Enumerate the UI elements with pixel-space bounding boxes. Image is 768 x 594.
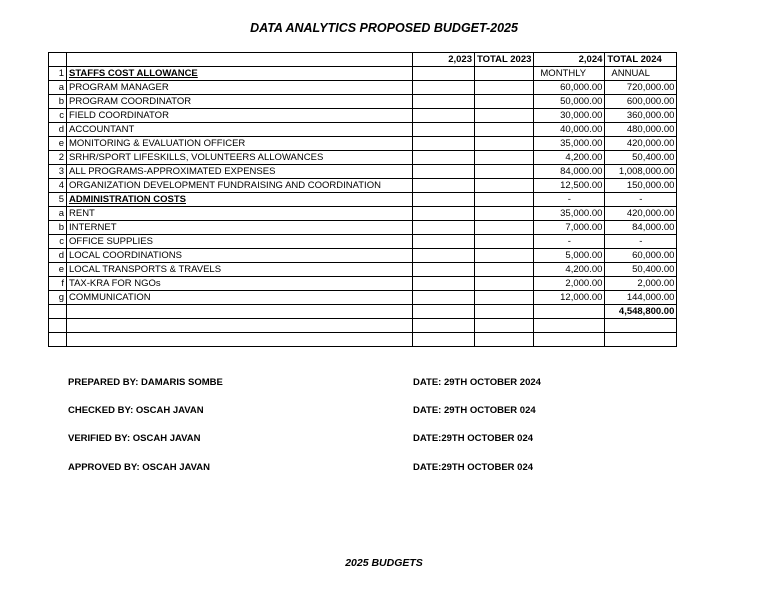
table-row (49, 319, 677, 333)
cell-total-2024 (605, 333, 677, 347)
cell-value-2023 (413, 137, 475, 151)
budget-table-body (49, 53, 677, 347)
cell-item-description: COMMUNICATION (67, 291, 413, 305)
cell-value-2023 (413, 277, 475, 291)
checked-date: DATE: 29TH OCTOBER 024 (413, 405, 536, 416)
prepared-by: PREPARED BY: DAMARIS SOMBE (68, 377, 223, 388)
cell-value-2024 (534, 333, 605, 347)
table-row (49, 249, 677, 263)
table-row (49, 81, 677, 95)
header-cell-2024: 2,024 (534, 53, 605, 67)
cell-item-no: e (49, 263, 67, 277)
cell-item-no: b (49, 95, 67, 109)
cell-item-no: b (49, 221, 67, 235)
cell-total-2024: 4,548,800.00 (605, 305, 677, 319)
cell-item-description: RENT (67, 207, 413, 221)
cell-total-2023 (475, 193, 534, 207)
cell-item-no: f (49, 277, 67, 291)
cell-item-no: a (49, 207, 67, 221)
table-row (49, 305, 677, 319)
cell-item-no: g (49, 291, 67, 305)
cell-value-2024: 40,000.00 (534, 123, 605, 137)
table-subheader-row (49, 67, 677, 81)
cell-value-2023 (413, 263, 475, 277)
cell-item-description: PROGRAM COORDINATOR (67, 95, 413, 109)
cell-total-2023 (475, 291, 534, 305)
cell-value-2024: - (534, 193, 605, 207)
cell-total-2023 (475, 81, 534, 95)
cell-item-no: d (49, 123, 67, 137)
cell-item-description: ADMINISTRATION COSTS (67, 193, 413, 207)
cell-total-2024: 50,400.00 (605, 151, 677, 165)
cell-total-2024: 1,008,000.00 (605, 165, 677, 179)
subheader-cell-annual: ANNUAL (605, 67, 677, 81)
subheader-cell-total-2023 (475, 67, 534, 81)
cell-value-2023 (413, 123, 475, 137)
cell-value-2023 (413, 291, 475, 305)
table-row (49, 165, 677, 179)
cell-total-2023 (475, 263, 534, 277)
table-row (49, 123, 677, 137)
cell-total-2024: 2,000.00 (605, 277, 677, 291)
cell-item-description: FIELD COORDINATOR (67, 109, 413, 123)
approved-date: DATE:29TH OCTOBER 024 (413, 462, 534, 473)
cell-item-description: ORGANIZATION DEVELOPMENT FUNDRAISING AND COORDINATION (67, 179, 413, 193)
cell-total-2023 (475, 123, 534, 137)
subheader-cell-desc: STAFFS COST ALLOWANCE (67, 67, 413, 81)
cell-total-2023 (475, 333, 534, 347)
cell-value-2024 (534, 305, 605, 319)
header-cell-total-2024: TOTAL 2024 (605, 53, 677, 67)
approved-by: APPROVED BY: OSCAH JAVAN (68, 462, 210, 473)
cell-total-2024: 480,000.00 (605, 123, 677, 137)
cell-item-no: 4 (49, 179, 67, 193)
document-title: DATA ANALYTICS PROPOSED BUDGET-2025 (250, 21, 518, 35)
cell-item-no: 2 (49, 151, 67, 165)
cell-total-2024: 50,400.00 (605, 263, 677, 277)
cell-value-2023 (413, 207, 475, 221)
cell-total-2024 (605, 319, 677, 333)
cell-total-2024: 84,000.00 (605, 221, 677, 235)
table-row (49, 151, 677, 165)
cell-total-2024: - (605, 193, 677, 207)
cell-total-2024: 600,000.00 (605, 95, 677, 109)
cell-item-no (49, 319, 67, 333)
cell-total-2024: 144,000.00 (605, 291, 677, 305)
cell-total-2023 (475, 95, 534, 109)
cell-item-description: ACCOUNTANT (67, 123, 413, 137)
cell-value-2024: 2,000.00 (534, 277, 605, 291)
cell-value-2024: 4,200.00 (534, 263, 605, 277)
cell-total-2023 (475, 165, 534, 179)
cell-item-description (67, 333, 413, 347)
cell-value-2023 (413, 305, 475, 319)
cell-total-2023 (475, 277, 534, 291)
table-row (49, 291, 677, 305)
cell-value-2023 (413, 193, 475, 207)
subheader-cell-monthly: MONTHLY (534, 67, 605, 81)
cell-total-2024: 720,000.00 (605, 81, 677, 95)
header-cell-total-2023: TOTAL 2023 (475, 53, 534, 67)
cell-total-2023 (475, 109, 534, 123)
cell-value-2024: 35,000.00 (534, 137, 605, 151)
cell-total-2023 (475, 179, 534, 193)
footer-label: 2025 BUDGETS (345, 557, 423, 569)
table-header-row (49, 53, 677, 67)
cell-total-2024: 150,000.00 (605, 179, 677, 193)
table-row (49, 235, 677, 249)
cell-item-description: PROGRAM MANAGER (67, 81, 413, 95)
cell-item-description: OFFICE SUPPLIES (67, 235, 413, 249)
cell-item-description: LOCAL TRANSPORTS & TRAVELS (67, 263, 413, 277)
prepared-date: DATE: 29TH OCTOBER 2024 (413, 377, 541, 388)
table-row (49, 221, 677, 235)
cell-value-2024: 30,000.00 (534, 109, 605, 123)
cell-item-no: e (49, 137, 67, 151)
cell-value-2023 (413, 81, 475, 95)
cell-item-description: SRHR/SPORT LIFESKILLS, VOLUNTEERS ALLOWANCES (67, 151, 413, 165)
cell-item-no (49, 333, 67, 347)
table-row (49, 109, 677, 123)
budget-table (48, 52, 677, 347)
table-row (49, 137, 677, 151)
cell-item-description: LOCAL COORDINATIONS (67, 249, 413, 263)
table-row (49, 277, 677, 291)
cell-item-no (49, 305, 67, 319)
cell-total-2023 (475, 151, 534, 165)
cell-value-2024: 12,500.00 (534, 179, 605, 193)
cell-item-description (67, 319, 413, 333)
cell-value-2024: 7,000.00 (534, 221, 605, 235)
table-row (49, 95, 677, 109)
cell-item-no: c (49, 109, 67, 123)
cell-total-2023 (475, 249, 534, 263)
cell-item-no: d (49, 249, 67, 263)
cell-value-2023 (413, 249, 475, 263)
checked-by: CHECKED BY: OSCAH JAVAN (68, 405, 204, 416)
cell-value-2023 (413, 235, 475, 249)
cell-value-2024: 35,000.00 (534, 207, 605, 221)
cell-total-2024: 420,000.00 (605, 137, 677, 151)
cell-value-2023 (413, 165, 475, 179)
cell-item-description: MONITORING & EVALUATION OFFICER (67, 137, 413, 151)
cell-item-description: TAX-KRA FOR NGOs (67, 277, 413, 291)
cell-value-2024: 84,000.00 (534, 165, 605, 179)
subheader-cell-2023 (413, 67, 475, 81)
cell-total-2024: - (605, 235, 677, 249)
verified-date: DATE:29TH OCTOBER 024 (413, 433, 534, 444)
cell-value-2024: 12,000.00 (534, 291, 605, 305)
cell-total-2023 (475, 235, 534, 249)
cell-item-no: 3 (49, 165, 67, 179)
cell-total-2024: 60,000.00 (605, 249, 677, 263)
cell-value-2024: 60,000.00 (534, 81, 605, 95)
cell-item-no: 5 (49, 193, 67, 207)
cell-value-2023 (413, 319, 475, 333)
cell-value-2024: 5,000.00 (534, 249, 605, 263)
cell-total-2023 (475, 137, 534, 151)
table-row (49, 193, 677, 207)
cell-total-2023 (475, 207, 534, 221)
subheader-cell-no: 1 (49, 67, 67, 81)
table-row (49, 207, 677, 221)
cell-value-2023 (413, 151, 475, 165)
cell-total-2023 (475, 305, 534, 319)
cell-total-2024: 360,000.00 (605, 109, 677, 123)
cell-value-2023 (413, 333, 475, 347)
cell-item-description (67, 305, 413, 319)
cell-item-description: INTERNET (67, 221, 413, 235)
table-row (49, 179, 677, 193)
cell-value-2023 (413, 109, 475, 123)
cell-value-2024 (534, 319, 605, 333)
header-cell-desc (67, 53, 413, 67)
cell-value-2023 (413, 179, 475, 193)
header-cell-2023: 2,023 (413, 53, 475, 67)
cell-value-2024: - (534, 235, 605, 249)
table-row (49, 333, 677, 347)
cell-total-2024: 420,000.00 (605, 207, 677, 221)
cell-item-no: a (49, 81, 67, 95)
cell-value-2024: 4,200.00 (534, 151, 605, 165)
cell-value-2024: 50,000.00 (534, 95, 605, 109)
verified-by: VERIFIED BY: OSCAH JAVAN (68, 433, 201, 444)
cell-value-2023 (413, 95, 475, 109)
cell-item-description: ALL PROGRAMS-APPROXIMATED EXPENSES (67, 165, 413, 179)
cell-total-2023 (475, 221, 534, 235)
cell-total-2023 (475, 319, 534, 333)
table-row (49, 263, 677, 277)
header-cell-no (49, 53, 67, 67)
cell-item-no: c (49, 235, 67, 249)
cell-value-2023 (413, 221, 475, 235)
